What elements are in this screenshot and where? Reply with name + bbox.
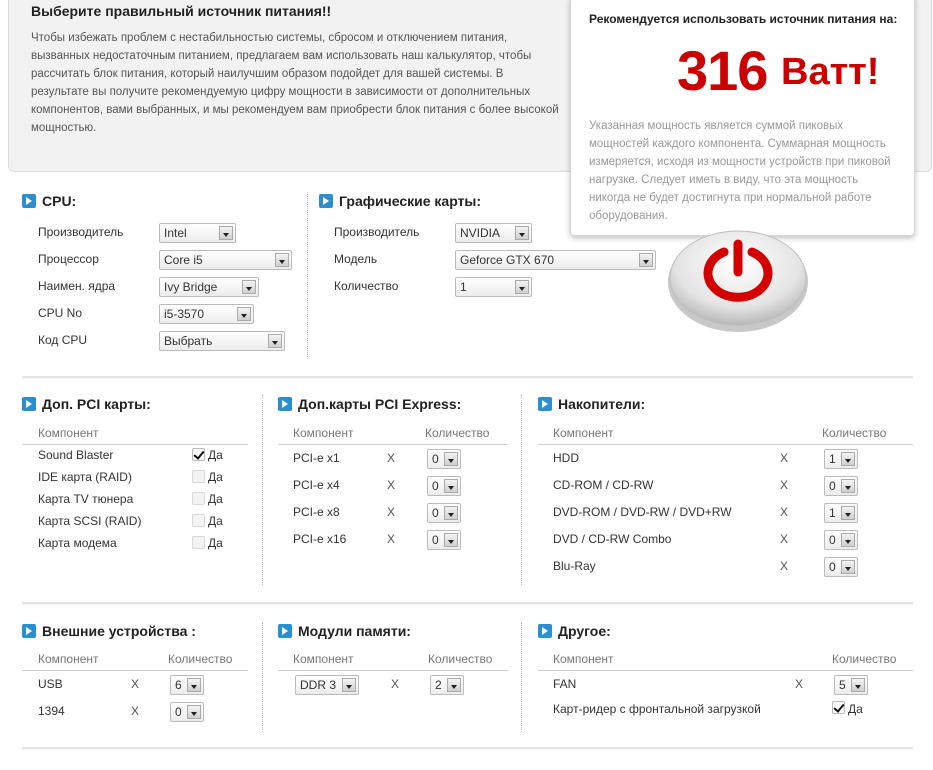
cpu-code-select[interactable]: Выбрать (159, 331, 285, 351)
multiply-sign: X (387, 478, 396, 492)
divider (307, 192, 308, 357)
gpu-manufacturer-label: Производитель (334, 225, 420, 239)
external-item-label: 1394 (38, 704, 65, 718)
pcie-header-quantity: Количество (425, 426, 490, 440)
cpu-manufacturer-label: Производитель (38, 225, 124, 239)
pcie-quantity-select[interactable]: 0 (427, 530, 461, 550)
chevron-down-icon (242, 280, 256, 294)
storage-item-label: DVD / CD-RW Combo (553, 532, 672, 546)
recommendation-note: Указанная мощность является суммой пиковых мощностей каждого компонента. Суммарная мощность измеряется, исходя из мощности устройств при пиковой нагрузке. Следует иметь в виду, что эта мощность никогда не будет достигнута при нормальной работе оборудования. (589, 120, 891, 222)
other-header-component: Компонент (553, 652, 614, 666)
pcie-quantity-select[interactable]: 0 (427, 449, 461, 469)
cpu-processor-select[interactable]: Core i5 (159, 250, 292, 270)
chevron-down-icon (851, 678, 865, 692)
recommended-wattage: 316 (677, 39, 768, 102)
chevron-down-icon (515, 280, 529, 294)
chevron-down-icon (841, 506, 855, 520)
header-line (278, 670, 508, 671)
multiply-sign: X (795, 677, 804, 691)
multiply-sign: X (780, 532, 789, 546)
chevron-down-icon (515, 226, 529, 240)
storage-quantity-select[interactable]: 0 (824, 530, 858, 550)
multiply-sign: X (780, 478, 789, 492)
chevron-down-icon (268, 334, 282, 348)
yes-label: Да (208, 514, 223, 528)
chevron-down-icon (841, 560, 855, 574)
chevron-down-icon (342, 678, 356, 692)
pci-section-title: Доп. PCI карты: (22, 395, 151, 413)
fan-quantity-select[interactable]: 5 (834, 675, 868, 695)
arrow-right-icon (538, 397, 552, 411)
gpu-quantity-select[interactable]: 1 (455, 277, 532, 297)
pci-item-label: Карта TV тюнера (38, 492, 134, 506)
pci-item-label: Карта SCSI (RAID) (38, 514, 142, 528)
cpu-number-select[interactable]: i5-3570 (159, 304, 254, 324)
yes-label: Да (208, 448, 223, 462)
chevron-down-icon (444, 452, 458, 466)
divider (262, 622, 263, 732)
gpu-manufacturer-select[interactable]: NVIDIA (455, 223, 532, 243)
pci-item-label: IDE карта (RAID) (38, 470, 132, 484)
card-reader-checkbox[interactable] (832, 701, 845, 714)
cpu-code-label: Код CPU (38, 333, 88, 347)
multiply-sign: X (387, 505, 396, 519)
multiply-sign: X (780, 505, 789, 519)
cpu-manufacturer-select[interactable]: Intel (159, 223, 236, 243)
storage-item-label: Blu-Ray (553, 559, 596, 573)
pcie-section-title: Доп.карты PCI Express: (278, 395, 461, 413)
storage-header-component: Компонент (553, 426, 614, 440)
pci-item-checkbox[interactable] (192, 514, 205, 527)
pci-header-component: Компонент (38, 426, 99, 440)
arrow-right-icon (319, 194, 333, 208)
section-separator (22, 747, 913, 750)
pci-item-label: Sound Blaster (38, 448, 114, 462)
gpu-model-select[interactable]: Geforce GTX 670 (455, 250, 656, 270)
multiply-sign: X (387, 451, 396, 465)
yes-label: Да (208, 536, 223, 550)
divider (262, 395, 263, 585)
storage-item-label: HDD (553, 451, 579, 465)
pcie-item-label: PCI-e x8 (293, 505, 340, 519)
yes-label: Да (208, 492, 223, 506)
chevron-down-icon (639, 253, 653, 267)
multiply-sign: X (391, 677, 400, 691)
gpu-model-label: Модель (334, 252, 378, 266)
external-header-quantity: Количество (168, 652, 233, 666)
header-line (22, 670, 248, 671)
storage-section-title: Накопители: (538, 395, 645, 413)
recommendation-box (570, 0, 915, 236)
pci-item-checkbox[interactable] (192, 492, 205, 505)
pcie-item-label: PCI-e x4 (293, 478, 340, 492)
cpu-core-select[interactable]: Ivy Bridge (159, 277, 259, 297)
chevron-down-icon (444, 533, 458, 547)
cpu-core-label: Наимен. ядра (38, 279, 116, 293)
storage-quantity-select[interactable]: 0 (824, 557, 858, 577)
external-section-title: Внешние устройства : (22, 622, 196, 640)
gpu-quantity-label: Количество (334, 279, 399, 293)
divider (521, 395, 522, 585)
chevron-down-icon (447, 678, 461, 692)
chevron-down-icon (841, 479, 855, 493)
card-reader-label: Карт-ридер с фронтальной загрузкой (553, 702, 761, 716)
memory-quantity-select[interactable]: 2 (430, 675, 464, 695)
section-separator (22, 602, 913, 605)
chevron-down-icon (444, 479, 458, 493)
arrow-right-icon (22, 624, 36, 638)
storage-header-quantity: Количество (822, 426, 887, 440)
multiply-sign: X (131, 704, 140, 718)
storage-quantity-select[interactable]: 0 (824, 476, 858, 496)
pcie-quantity-select[interactable]: 0 (427, 503, 461, 523)
storage-item-label: CD-ROM / CD-RW (553, 478, 654, 492)
pci-item-checkbox[interactable] (192, 536, 205, 549)
multiply-sign: X (387, 532, 396, 546)
chevron-down-icon (444, 506, 458, 520)
chevron-down-icon (275, 253, 289, 267)
pcie-header-component: Компонент (293, 426, 354, 440)
cpu-section-title: CPU: (22, 192, 76, 210)
pcie-item-label: PCI-e x1 (293, 451, 340, 465)
chevron-down-icon (219, 226, 233, 240)
intro-title: Выберите правильный источник питания!! (31, 3, 332, 19)
header-line (22, 444, 248, 445)
pci-item-checkbox[interactable] (192, 470, 205, 483)
pci-item-label: Карта модема (38, 536, 117, 550)
external-header-component: Компонент (38, 652, 99, 666)
pcie-quantity-select[interactable]: 0 (427, 476, 461, 496)
other-header-quantity: Количество (832, 652, 897, 666)
external-quantity-select[interactable]: 6 (170, 675, 204, 695)
memory-header-quantity: Количество (428, 652, 493, 666)
cpu-processor-label: Процессор (38, 252, 99, 266)
other-section-title: Другое: (538, 622, 611, 640)
cpu-number-label: CPU No (38, 306, 83, 320)
storage-quantity-select[interactable]: 1 (824, 503, 858, 523)
arrow-right-icon (278, 397, 292, 411)
memory-section-title: Модули памяти: (278, 622, 411, 640)
multiply-sign: X (780, 559, 789, 573)
memory-header-component: Компонент (293, 652, 354, 666)
pci-item-checkbox[interactable] (192, 448, 205, 461)
storage-quantity-select[interactable]: 1 (824, 449, 858, 469)
external-quantity-select[interactable]: 0 (170, 702, 204, 722)
intro-text: Чтобы избежать проблем с нестабильностью системы, сбросом и отключением питания, вызванных недостаточным питанием, предлагаем вам использовать наш калькулятор, чтобы рассчитать блок питания, который наилучшим образом подойдет для вашей системы. В результате вы получите рекомендуемую цифру мощности в зависимости от дополнительных компонентов, вами выбранных, и мы рекомендуем вам приобрести блок питания с более высокой мощностью. (31, 32, 559, 134)
multiply-sign: X (780, 451, 789, 465)
pcie-item-label: PCI-e x16 (293, 532, 347, 546)
chevron-down-icon (187, 705, 201, 719)
multiply-sign: X (131, 677, 140, 691)
chevron-down-icon (187, 678, 201, 692)
memory-type-select[interactable]: DDR 3 (295, 675, 359, 695)
arrow-right-icon (22, 397, 36, 411)
gpu-section-title: Графические карты: (319, 192, 481, 210)
chevron-down-icon (841, 452, 855, 466)
recommendation-title: Рекомендуется использовать источник питания на: (589, 12, 898, 26)
chevron-down-icon (841, 533, 855, 547)
header-line (538, 444, 913, 445)
yes-label: Да (848, 702, 863, 716)
wattage-unit: Ватт! (781, 51, 880, 93)
divider (521, 622, 522, 732)
arrow-right-icon (22, 194, 36, 208)
power-icon[interactable] (666, 226, 810, 334)
header-line (538, 670, 913, 671)
arrow-right-icon (278, 624, 292, 638)
yes-label: Да (208, 470, 223, 484)
chevron-down-icon (237, 307, 251, 321)
arrow-right-icon (538, 624, 552, 638)
fan-label: FAN (553, 677, 577, 691)
storage-item-label: DVD-ROM / DVD-RW / DVD+RW (553, 505, 732, 519)
section-separator (22, 376, 913, 379)
header-line (278, 444, 508, 445)
external-item-label: USB (38, 677, 63, 691)
